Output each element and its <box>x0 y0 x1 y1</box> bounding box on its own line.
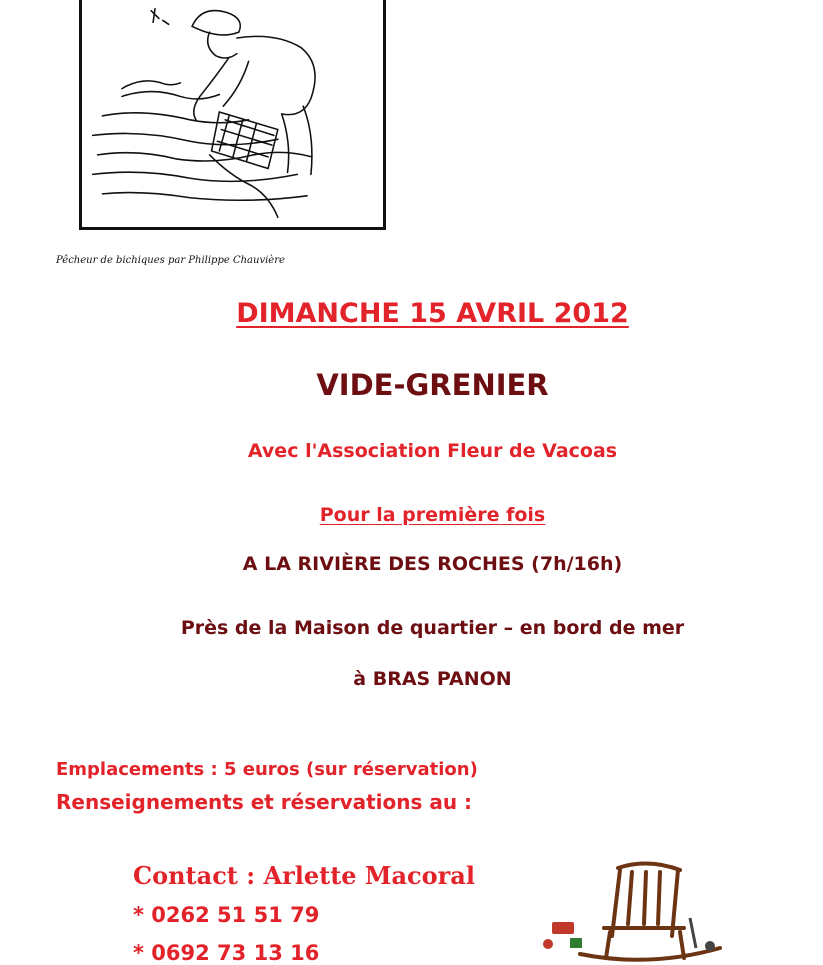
contact-name: Contact : Arlette Macoral <box>133 861 475 890</box>
event-association: Avec l'Association Fleur de Vacoas <box>247 440 618 462</box>
event-near: Près de la Maison de quartier – en bord de mer <box>180 617 685 639</box>
event-date: DIMANCHE 15 AVRIL 2012 <box>236 298 629 329</box>
illustration-caption: Pêcheur de bichiques par Philippe Chauvière <box>56 255 285 266</box>
event-town: à BRAS PANON <box>353 668 512 690</box>
fisherman-drawing <box>82 0 383 227</box>
event-title: VIDE-GRENIER <box>316 368 549 402</box>
rocking-chair-icon <box>540 858 730 962</box>
renseignements-text: Renseignements et réservations au : <box>56 790 473 814</box>
emplacements-text: Emplacements : 5 euros (sur réservation) <box>56 759 478 780</box>
fisherman-illustration <box>79 0 386 230</box>
event-location: A LA RIVIÈRE DES ROCHES (7h/16h) <box>242 553 623 575</box>
contact-phone-1: * 0262 51 51 79 <box>133 903 320 927</box>
contact-phone-2: * 0692 73 13 16 <box>133 941 320 965</box>
event-first-time: Pour la première fois <box>319 504 546 526</box>
